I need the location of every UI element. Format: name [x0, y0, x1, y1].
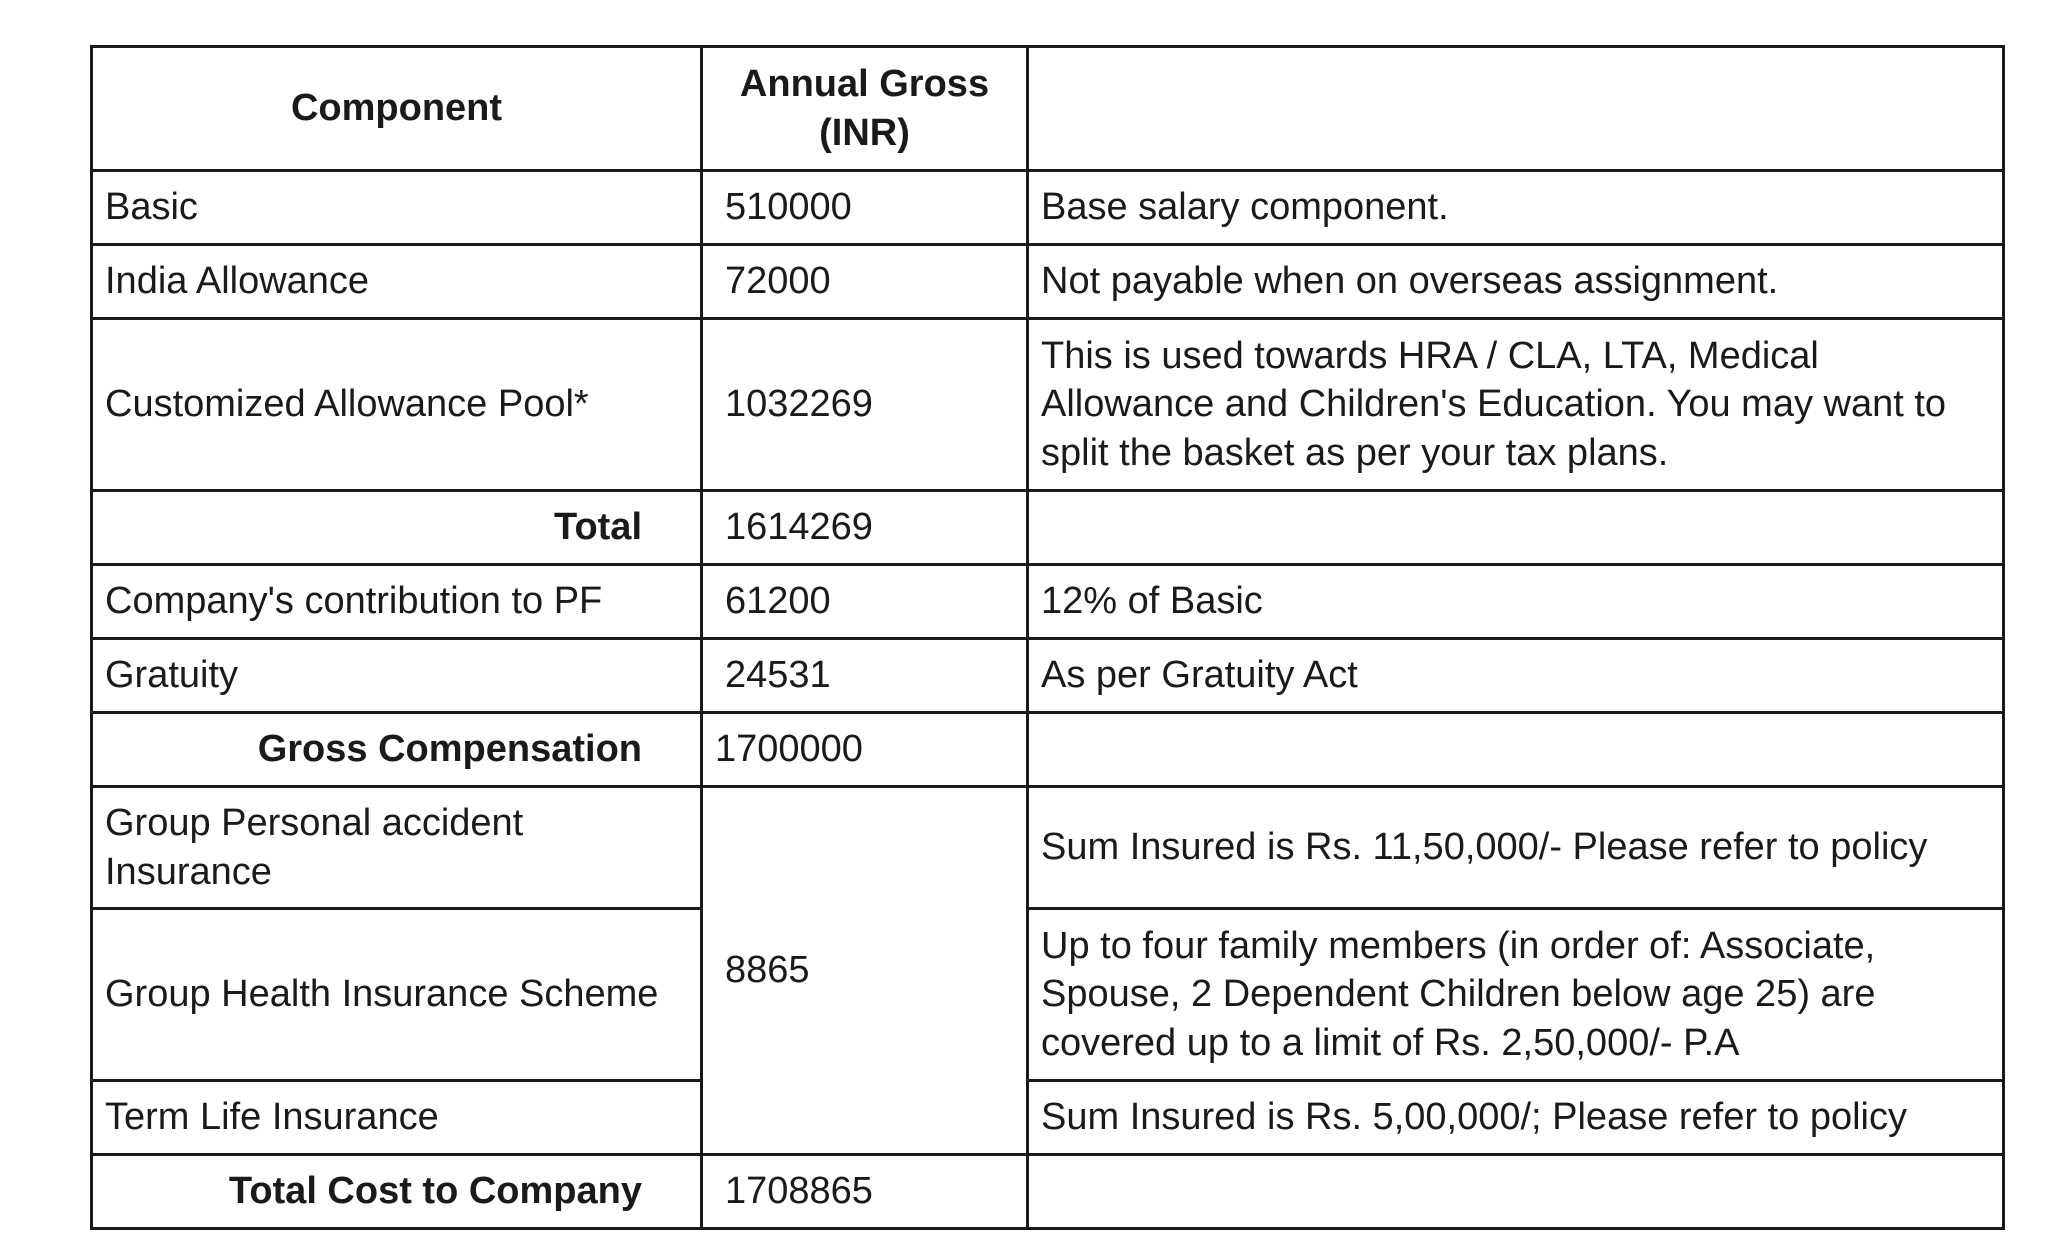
table-row-total: [92, 491, 2004, 565]
component-cell: Total Cost to Company: [92, 1155, 702, 1229]
table-row: [92, 319, 2004, 491]
insurance-amount-cell: 8865: [702, 787, 1028, 1155]
component-cell: Customized Allowance Pool*: [92, 319, 702, 491]
note-cell: Sum Insured is Rs. 11,50,000/- Please refer to policy: [1028, 787, 2004, 909]
table-row-gross-compensation: [92, 713, 2004, 787]
amount-cell: 1614269: [702, 491, 1028, 565]
table-row: [92, 639, 2004, 713]
note-cell: [1028, 491, 2004, 565]
note-cell: [1028, 713, 2004, 787]
note-cell: [1028, 1155, 2004, 1229]
table-row: [92, 909, 2004, 1081]
note-cell: Base salary component.: [1028, 171, 2004, 245]
component-cell: Group Personal accident Insurance: [92, 787, 702, 909]
component-cell: Group Health Insurance Scheme: [92, 909, 702, 1081]
table-header-row: [92, 47, 2004, 171]
amount-cell: 1032269: [702, 319, 1028, 491]
amount-cell: 24531: [702, 639, 1028, 713]
note-cell: As per Gratuity Act: [1028, 639, 2004, 713]
component-cell: Gratuity: [92, 639, 702, 713]
header-component: Component: [92, 47, 702, 171]
note-cell: Up to four family members (in order of: Associate, Spouse, 2 Dependent Children below age 25) are covered up to a limit of Rs. 2,50,000/- P.A: [1028, 909, 2004, 1081]
table-row-total-cost: [92, 1155, 2004, 1229]
table-row: [92, 565, 2004, 639]
component-cell: Basic: [92, 171, 702, 245]
amount-cell: 510000: [702, 171, 1028, 245]
note-cell: This is used towards HRA / CLA, LTA, Medical Allowance and Children's Education. You may want to split the basket as per your tax plans.: [1028, 319, 2004, 491]
amount-cell: 72000: [702, 245, 1028, 319]
note-cell: Sum Insured is Rs. 5,00,000/; Please refer to policy: [1028, 1081, 2004, 1155]
amount-cell: 61200: [702, 565, 1028, 639]
note-cell: Not payable when on overseas assignment.: [1028, 245, 2004, 319]
amount-cell: 1700000: [702, 713, 1028, 787]
table-row: [92, 245, 2004, 319]
header-annual-gross: Annual Gross (INR): [702, 47, 1028, 171]
table-row: [92, 1081, 2004, 1155]
amount-cell: 1708865: [702, 1155, 1028, 1229]
component-cell: Company's contribution to PF: [92, 565, 702, 639]
component-cell: Term Life Insurance: [92, 1081, 702, 1155]
compensation-table: [90, 45, 2005, 1230]
note-cell: 12% of Basic: [1028, 565, 2004, 639]
table-row: [92, 787, 2004, 909]
component-cell: India Allowance: [92, 245, 702, 319]
component-cell: Total: [92, 491, 702, 565]
header-notes: [1028, 47, 2004, 171]
table-row: [92, 171, 2004, 245]
component-cell: Gross Compensation: [92, 713, 702, 787]
